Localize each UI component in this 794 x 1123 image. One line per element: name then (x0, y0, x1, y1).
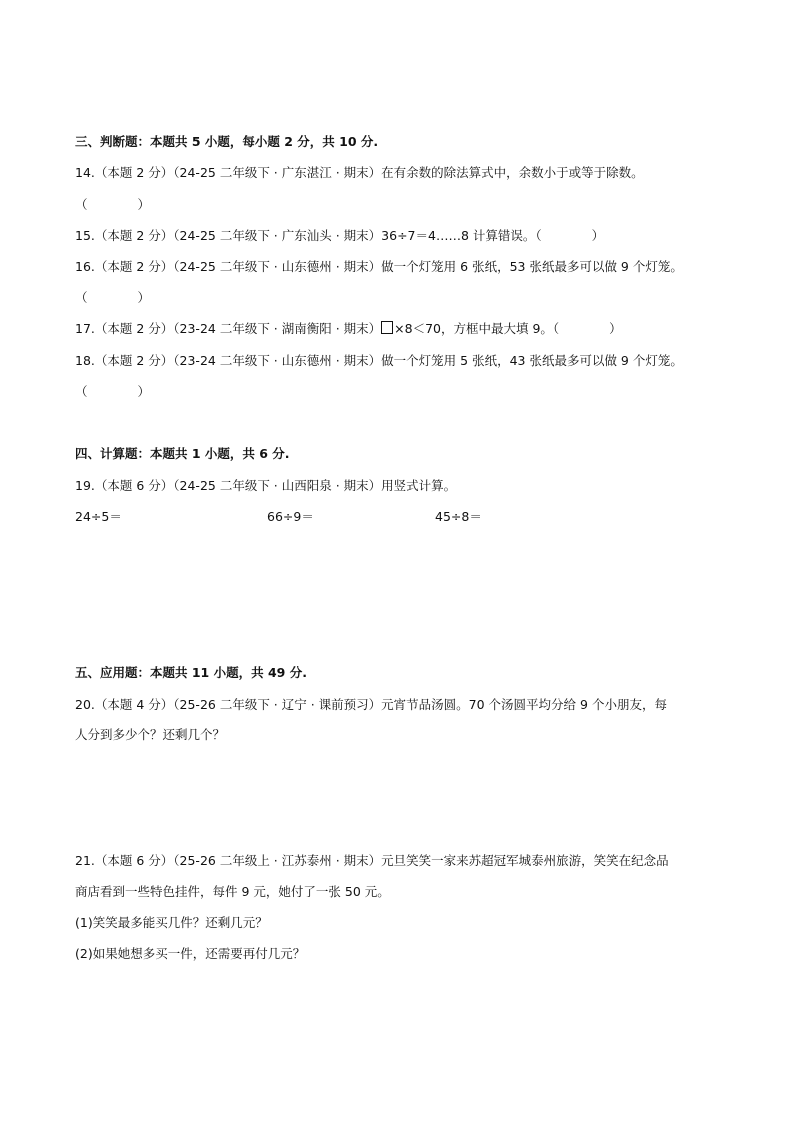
question-17-prefix: 17.（本题 2 分）（23-24 二年级下 · 湖南衡阳 · 期末） (75, 321, 382, 336)
question-15: 15.（本题 2 分）（24-25 二年级下 · 广东汕头 · 期末）36÷7＝4……8 计算错误。（ ） (75, 228, 605, 243)
question-21-line-1: 21.（本题 6 分）（25-26 二年级上 · 江苏泰州 · 期末）元旦笑笑一家来苏超冠军城泰州旅游，笑笑在纪念品 (75, 853, 669, 868)
question-20-line-2: 人分到多少个？还剩几个？ (75, 727, 226, 742)
section-3-heading: 三、判断题：本题共 5 小题，每小题 2 分，共 10 分. (75, 134, 379, 149)
question-21-sub-1: (1)笑笑最多能买几件？还剩几元？ (75, 915, 268, 930)
question-21-line-2: 商店看到一些特色挂件，每件 9 元，她付了一张 50 元。 (75, 884, 390, 899)
question-21-sub-2: (2)如果她想多买一件，还需要再付几元？ (75, 946, 306, 961)
question-19: 19.（本题 6 分）（24-25 二年级下 · 山西阳泉 · 期末）用竖式计算。 (75, 478, 457, 493)
question-18-answer-blank[interactable]: （ ） (75, 384, 151, 399)
question-14-answer-blank[interactable]: （ ） (75, 197, 151, 212)
question-16-answer-blank[interactable]: （ ） (75, 290, 151, 305)
question-17 (75, 320, 744, 338)
calc-item-2: 66÷9＝ (267, 509, 314, 524)
square-box-icon (381, 321, 393, 334)
question-16: 16.（本题 2 分）（24-25 二年级下 · 山东德州 · 期末）做一个灯笼用 6 张纸，53 张纸最多可以做 9 个灯笼。 (75, 259, 683, 274)
calc-item-3: 45÷8＝ (435, 509, 482, 524)
question-18: 18.（本题 2 分）（23-24 二年级下 · 山东德州 · 期末）做一个灯笼用 5 张纸，43 张纸最多可以做 9 个灯笼。 (75, 353, 683, 368)
section-4-heading: 四、计算题：本题共 1 小题，共 6 分. (75, 446, 290, 461)
question-20-line-1: 20.（本题 4 分）（25-26 二年级下 · 辽宁 · 课前预习）元宵节品汤圆。70 个汤圆平均分给 9 个小朋友，每 (75, 697, 667, 712)
calc-item-1: 24÷5＝ (75, 509, 122, 524)
question-17-suffix: ×8＜70，方框中最大填 9。（ ） (394, 321, 622, 336)
section-5-heading: 五、应用题：本题共 11 小题，共 49 分. (75, 665, 307, 680)
question-14: 14.（本题 2 分）（24-25 二年级下 · 广东湛江 · 期末）在有余数的除法算式中，余数小于或等于除数。 (75, 165, 644, 180)
